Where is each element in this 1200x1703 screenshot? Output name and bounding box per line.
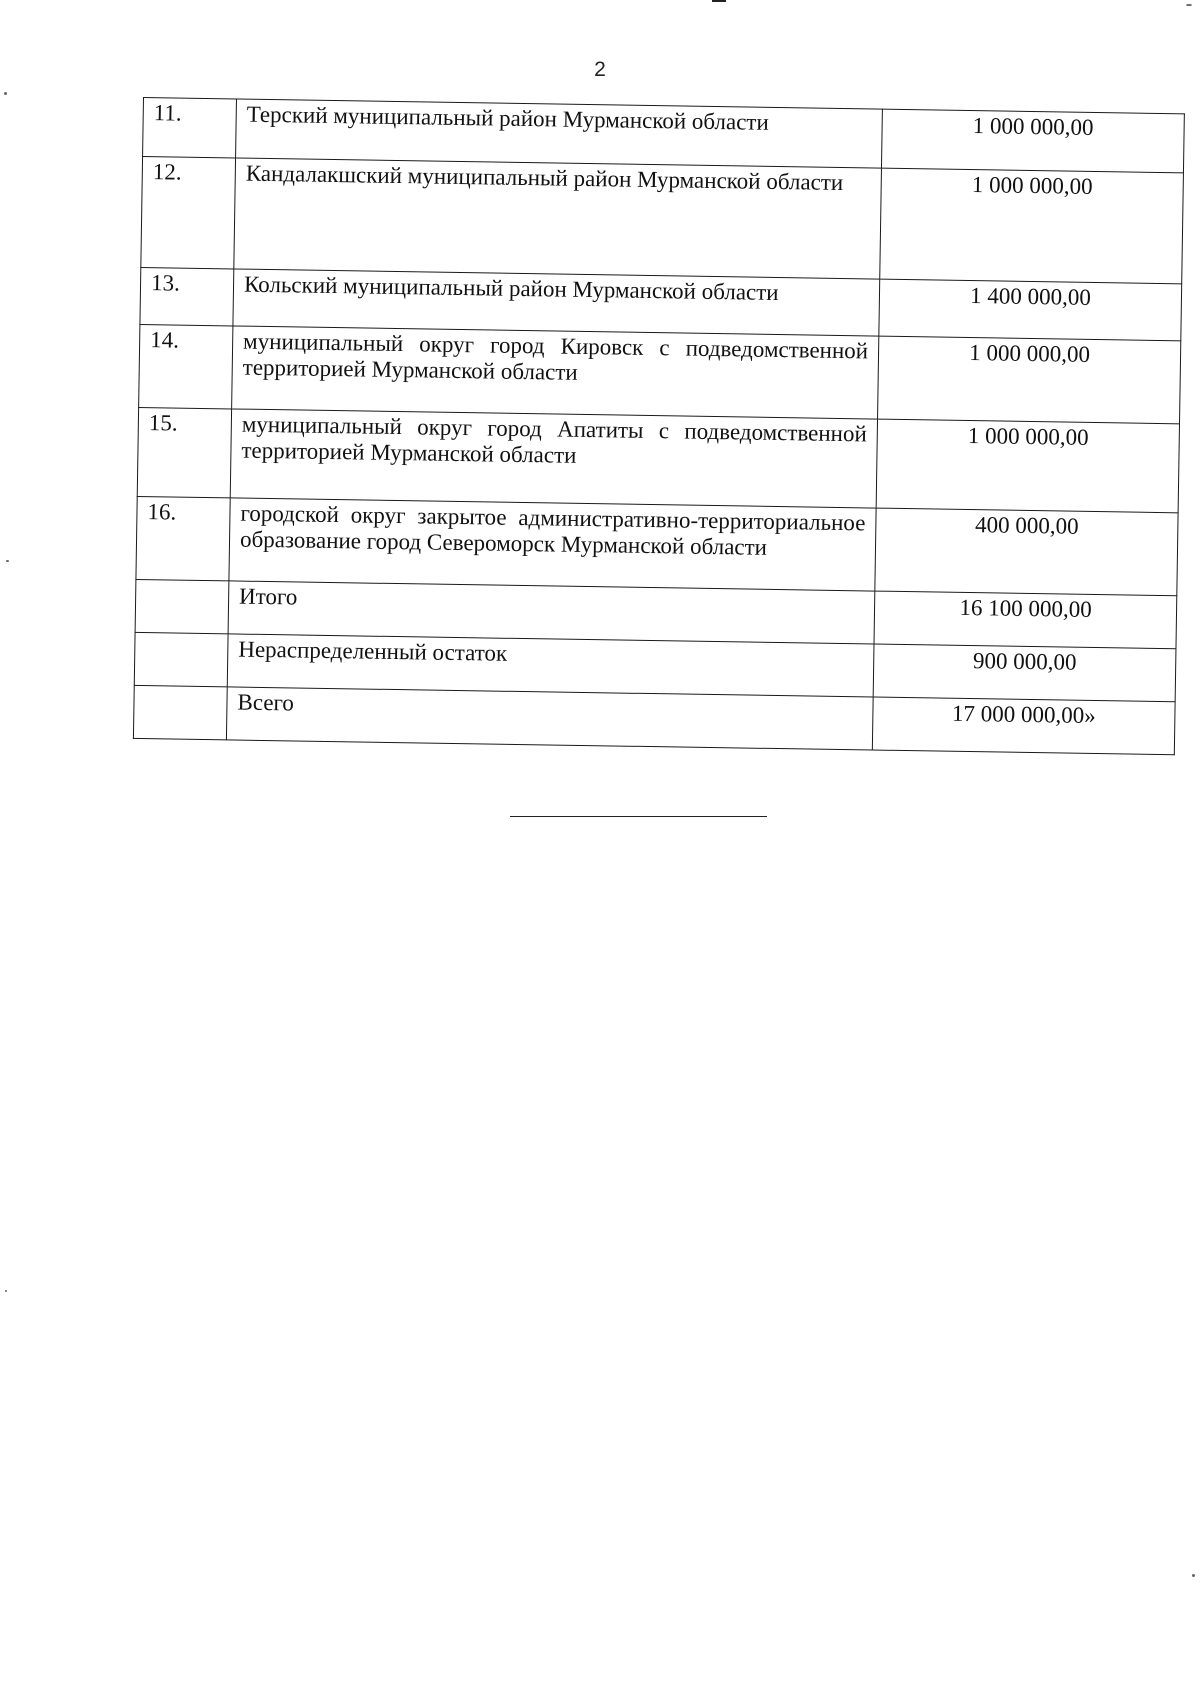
amount: 1 400 000,00 (879, 279, 1182, 341)
amount: 400 000,00 (875, 508, 1178, 596)
row-number: 11. (143, 98, 237, 158)
amount: 1 000 000,00 (878, 336, 1181, 424)
row-number (135, 579, 229, 633)
scan-speck (5, 1290, 7, 1292)
municipality-name: муниципальный округ город Кировск с подведомственной территорией Мурманской области (232, 326, 879, 419)
grand-total-label: Всего (226, 687, 873, 750)
row-number: 15. (137, 407, 231, 497)
amount: 1 000 000,00 (880, 168, 1184, 284)
remainder-label: Нераспределенный остаток (227, 634, 874, 697)
row-number: 16. (136, 496, 230, 580)
scan-speck (6, 560, 9, 562)
municipality-name: Кольский муниципальный район Мурманской области (233, 269, 880, 336)
row-number: 13. (140, 267, 234, 325)
municipality-name: муниципальный округ город Апатиты с подведомственной территорией Мурманской области (230, 409, 877, 508)
municipality-name: Кандалакшский муниципальный район Мурманской области (234, 158, 882, 279)
document-sheet (133, 97, 1121, 754)
scan-speck (4, 92, 7, 95)
table-row (139, 324, 1181, 423)
row-number (134, 632, 228, 686)
end-rule (510, 816, 767, 817)
distribution-table (133, 97, 1185, 755)
grand-total-amount: 17 000 000,00» (872, 697, 1175, 755)
municipality-name: Терский муниципальный район Мурманской области (236, 99, 883, 168)
scan-speck (1192, 1574, 1195, 1577)
amount: 1 000 000,00 (876, 419, 1179, 513)
amount: 1 000 000,00 (881, 109, 1184, 173)
row-number: 12. (141, 157, 236, 269)
page-number: 2 (594, 58, 606, 81)
scan-mark (712, 0, 726, 2)
remainder-amount: 900 000,00 (873, 644, 1176, 702)
table-row (136, 496, 1178, 595)
row-number: 14. (139, 324, 233, 408)
row-number (133, 685, 227, 739)
table-row (141, 157, 1184, 284)
total-amount: 16 100 000,00 (874, 591, 1177, 649)
municipality-name: городской округ закрытое административно-территориальное образование город Североморск Мурманской области (229, 498, 876, 591)
total-label: Итого (228, 581, 875, 644)
scan-speck (1186, 4, 1192, 6)
table-row (137, 407, 1179, 512)
